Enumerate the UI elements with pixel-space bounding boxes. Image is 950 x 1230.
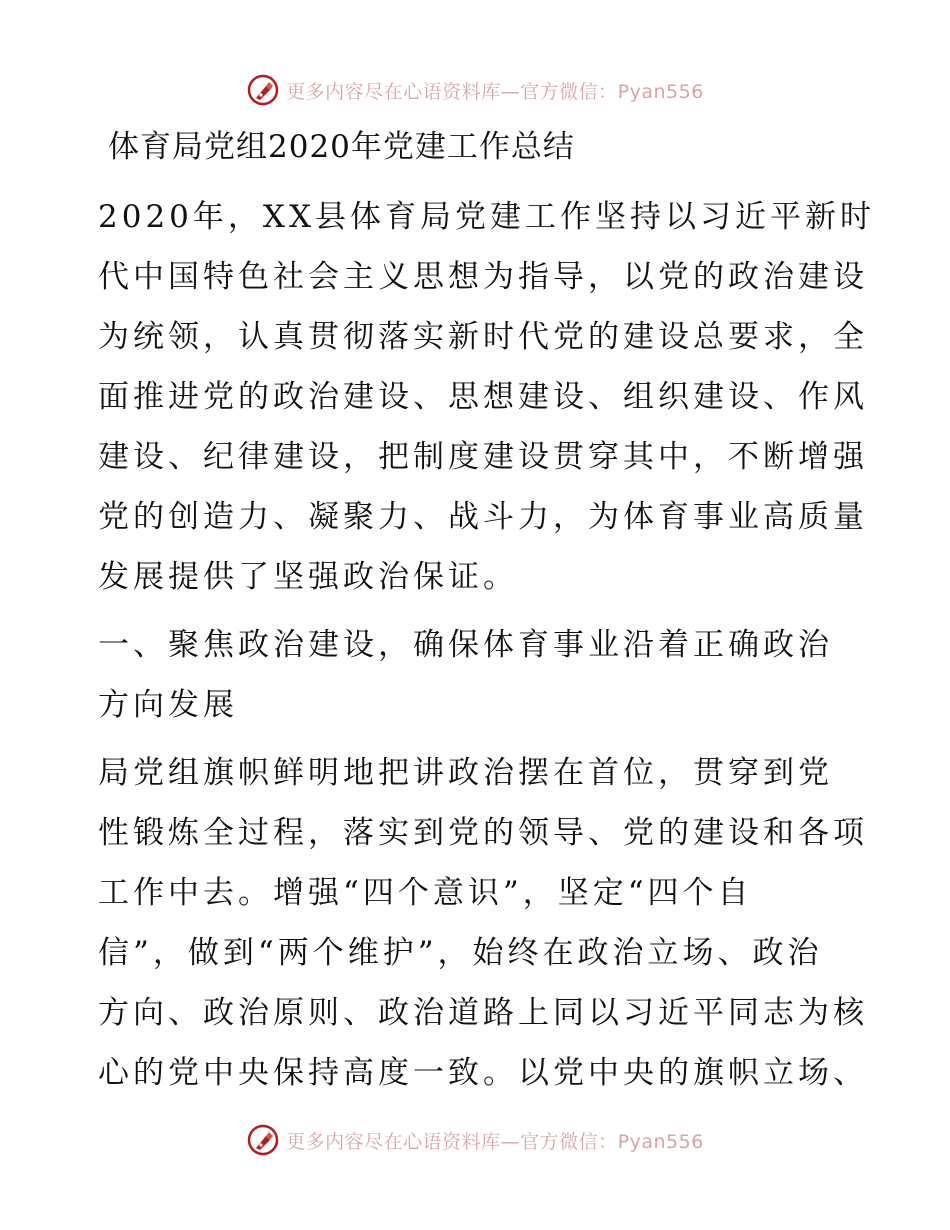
text-line: 代中国特色社会主义思想为指导，以党的政治建设: [98, 259, 868, 295]
text-line: 性锻炼全过程，落实到党的领导、党的建设和各项: [98, 815, 868, 851]
text-line: 工作中去。增强“四个意识”，坚定“四个自: [98, 875, 753, 911]
section-heading-line: 方向发展: [98, 687, 238, 723]
banner-text: 更多内容尽在心语资料库—官方微信：Pyan556: [286, 1130, 704, 1153]
text-line: 党的创造力、凝聚力、战斗力，为体育事业高质量: [98, 499, 868, 535]
text-line: 建设、纪律建设，把制度建设贯穿其中，不断增强: [98, 439, 868, 475]
document-title: 体育局党组2020年党建工作总结: [108, 129, 575, 165]
footer-banner: [0, 1120, 950, 1160]
text-line: 发展提供了坚强政治保证。: [98, 559, 518, 595]
text-line: 心的党中央保持高度一致。以党中央的旗帜立场、: [98, 1055, 868, 1091]
text-line: 面推进党的政治建设、思想建设、组织建设、作风: [98, 379, 868, 415]
text-line: 2020年，XX县体育局党建工作坚持以习近平新时: [98, 199, 876, 235]
banner-text: 更多内容尽在心语资料库—官方微信：Pyan556: [286, 80, 704, 103]
pen-nib-logo-icon: [246, 73, 280, 107]
section-heading-line: 一、聚焦政治建设，确保体育事业沿着正确政治: [98, 627, 833, 663]
pen-nib-logo-icon: [246, 1123, 280, 1157]
header-banner: [0, 70, 950, 110]
text-line: 方向、政治原则、政治道路上同以习近平同志为核: [98, 995, 868, 1031]
text-line: 为统领，认真贯彻落实新时代党的建设总要求，全: [98, 319, 868, 355]
text-line: 信”，做到“两个维护”，始终在政治立场、政治: [98, 935, 823, 971]
text-line: 局党组旗帜鲜明地把讲政治摆在首位，贯穿到党: [98, 755, 833, 791]
